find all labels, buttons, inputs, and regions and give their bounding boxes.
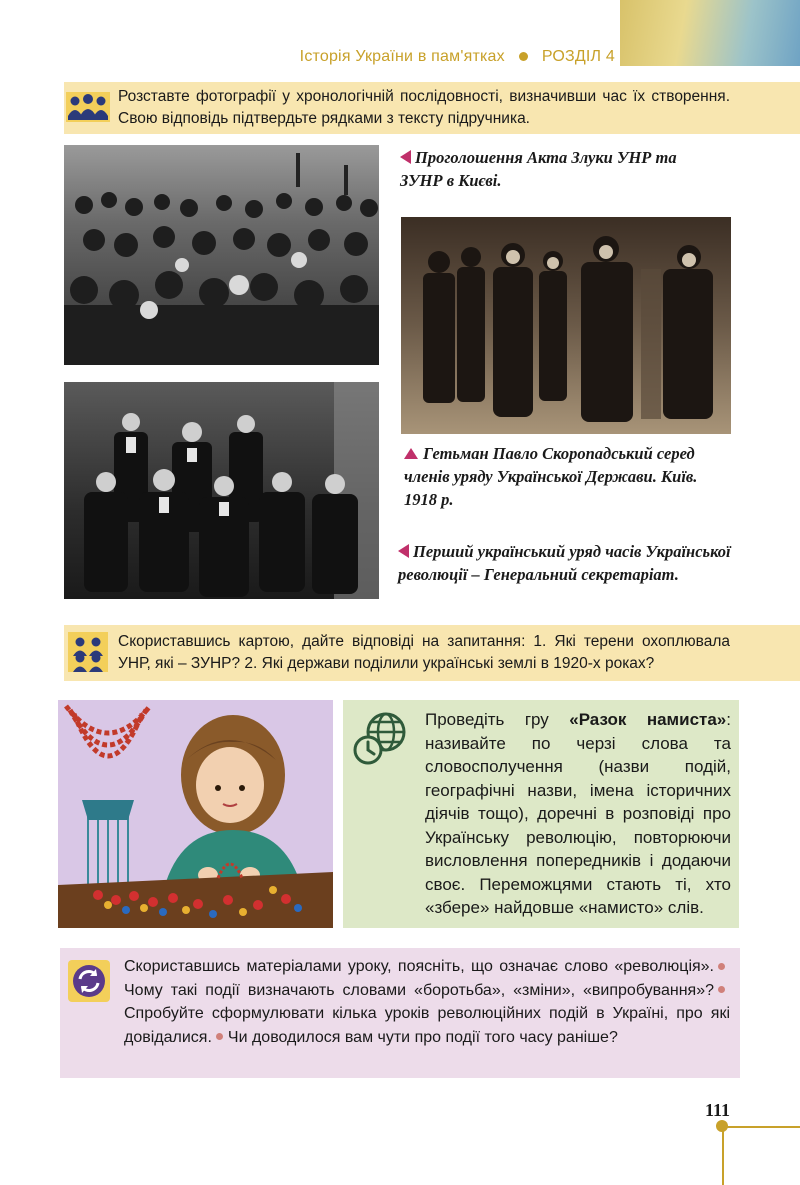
page-rule-horizontal	[722, 1126, 800, 1128]
task-photos-text: Розставте фотографії у хронологічній послідовності, визначивши час їх створення. Свою відповідь підтвердьте рядками з тексту підручника.	[118, 88, 730, 127]
section-label: РОЗДІЛ 4	[541, 48, 615, 65]
header-banner	[620, 0, 800, 66]
book-title: Історія України в пам'ятках	[299, 48, 505, 65]
page-number: 111	[704, 1100, 730, 1120]
reflection-q2: Чому такі події визначають словами «боротьба», «зміни», «випробування»?	[124, 981, 714, 999]
caption-skoropadsky: Гетьман Павло Скоропадський серед членів уряду Української Держави. Київ. 1918 р.	[404, 444, 698, 509]
header-dot	[519, 52, 528, 61]
caption-general-secretariat: Перший український уряд часів Української революції – Генеральний секретаріат.	[398, 542, 731, 584]
caption-act-zluky: Проголошення Акта Злуки УНР та ЗУНР в Києві.	[400, 148, 677, 190]
reflection-q1: Скориставшись матеріалами уроку, поясніть, що означає слово «революція».	[124, 958, 714, 975]
task-map-text: Скориставшись картою, дайте відповіді на запитання: 1. Які терени охоплювала УНР, які – ЗУНР? 2. Які держави поділили українські землі в 1920-х роках?	[118, 633, 730, 672]
bullet-dot	[718, 986, 725, 993]
running-header	[230, 48, 615, 66]
reflection-q3: Спробуйте сформулювати кілька уроків революційних подій в Україні, про які довідалися.	[124, 1005, 730, 1046]
photo-skoropadsky	[401, 217, 731, 434]
photo-general-secretariat	[64, 382, 379, 599]
globe-clock-icon	[352, 710, 410, 773]
game-body: : називайте по черзі слова та словосполучення (назви подій, географічні назви, імена історичних діячів тощо), доречні в розповіді про Українську революцію, повторюючи висловлення попередників і додаючи своє. Переможцями стають ті, хто «збере» найдовше «намисто» слів.	[425, 710, 731, 917]
page-dot	[716, 1120, 728, 1132]
photo-act-zluky	[64, 145, 379, 365]
caption-marker-left-icon	[398, 544, 409, 558]
caption-marker-up-icon	[404, 448, 418, 459]
game-text	[425, 708, 731, 920]
refresh-icon	[68, 960, 110, 1007]
game-name: «Разок намиста»	[569, 710, 727, 729]
group-work-icon	[68, 632, 108, 677]
reflection-q4: Чи доводилося вам чути про події того часу раніше?	[227, 1028, 618, 1046]
group-work-icon	[66, 92, 110, 127]
caption-marker-left-icon	[400, 150, 411, 164]
bullet-dot	[216, 1033, 223, 1040]
game-intro: Проведіть гру	[425, 710, 570, 729]
beads-girl-illustration	[58, 700, 333, 928]
reflection-text	[124, 955, 730, 1049]
bullet-dot	[718, 963, 725, 970]
